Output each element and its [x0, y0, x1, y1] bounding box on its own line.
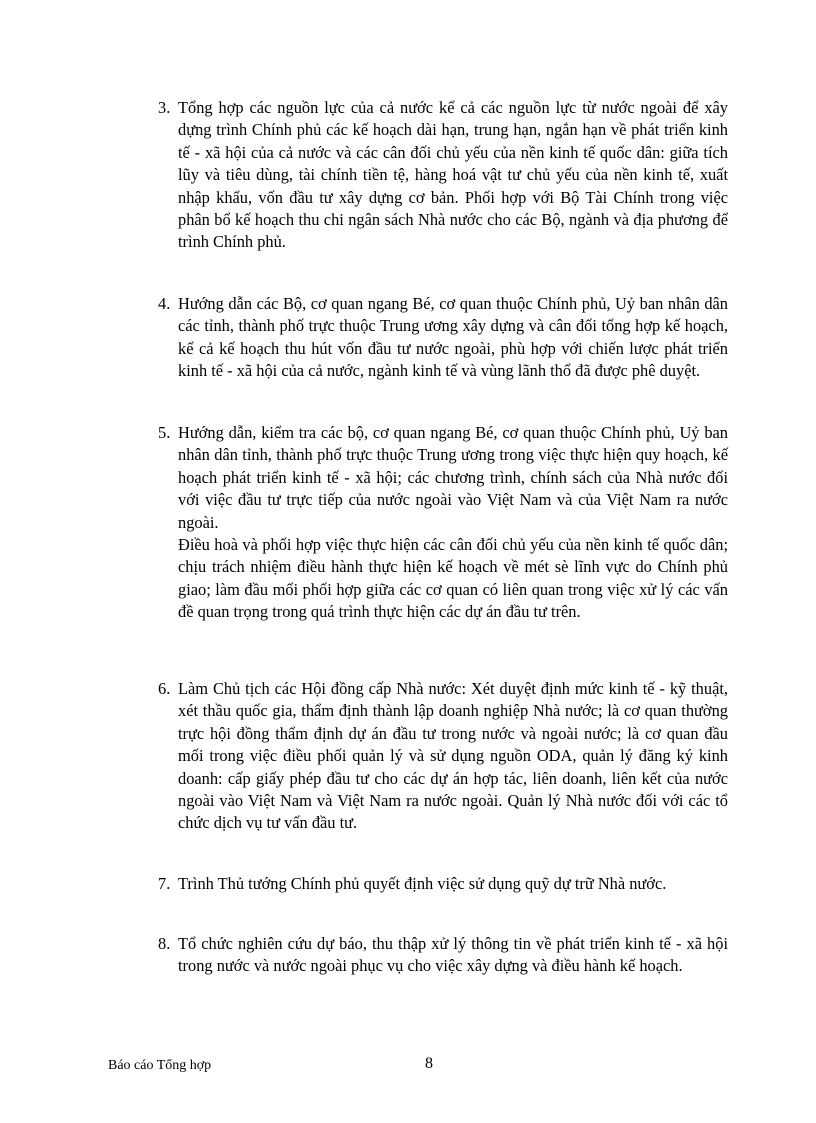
item-6: [158, 678, 728, 835]
footer-label: Báo cáo Tổng hợp: [108, 1058, 212, 1073]
item-paragraph: Tổng hợp các nguồn lực của cả nước kể cả các nguồn lực từ nước ngoài để xây dựng trình Chính phủ các kế hoạch dài hạn, trung hạn, ngắn hạn về phát triển kinh tế - xã hội của cả nước và các cân đối chủ yếu của nền kinh tế quốc dân: giữa tích lũy và tiêu dùng, tài chính tiền tệ, hàng hoá vật tư chủ yếu của nền kinh tế, xuất nhập khẩu, vốn đầu tư xây dựng cơ bản. Phối hợp với Bộ Tài Chính trong việc phân bổ kế hoạch thu chi ngân sách Nhà nước cho các Bộ, ngành và địa phương để trình Chính phủ.: [178, 98, 728, 252]
item-number: 3.: [158, 98, 171, 117]
item-paragraph: Tổ chức nghiên cứu dự báo, thu thập xử lý thông tin về phát triển kinh tế - xã hội trong nước và nước ngoài phục vụ cho việc xây dựng và điều hành kế hoạch.: [178, 934, 728, 976]
item-number: 6.: [158, 679, 171, 698]
item-8: [158, 933, 728, 978]
item-number: 4.: [158, 294, 171, 313]
item-3: [158, 97, 728, 254]
item-number: 8.: [158, 934, 171, 953]
item-number: 5.: [158, 423, 171, 442]
item-paragraph: Điều hoà và phối hợp việc thực hiện các cân đối chủ yếu của nền kinh tế quốc dân; chịu trách nhiệm điều hành thực hiện kế hoạch về mét sè lĩnh vực do Chính phủ giao; làm đầu mối phối hợp giữa các cơ quan có liên quan trong việc xử lý các vấn đề quan trọng trong quá trình thực hiện các dự án đầu tư trên.: [178, 535, 728, 622]
item-paragraph: Trình Thủ tướng Chính phủ quyết định việc sử dụng quỹ dự trữ Nhà nước.: [178, 874, 667, 893]
item-5: [158, 422, 728, 624]
item-7: [158, 873, 728, 895]
item-4: [158, 293, 728, 383]
item-paragraph: Hướng dẫn các Bộ, cơ quan ngang Bé, cơ quan thuộc Chính phủ, Uỷ ban nhân dân các tỉnh, thành phố trực thuộc Trung ương xây dựng và cân đối tổng hợp kế hoạch, kể cả kế hoạch thu hút vốn đầu tư nước ngoài, phù hợp với chiến lược phát triển kinh tế - xã hội của cả nước, ngành kinh tế và vùng lãnh thổ đã được phê duyệt.: [178, 294, 728, 381]
item-paragraph: Hướng dẫn, kiểm tra các bộ, cơ quan ngang Bé, cơ quan thuộc Chính phủ, Uỷ ban nhân dân tỉnh, thành phố trực thuộc Trung ương trong việc thực hiện quy hoạch, kế hoạch phát triển kinh tế - xã hội; các chương trình, chính sách của Nhà nước đối với việc đầu tư trực tiếp của nước ngoài vào Việt Nam và của Việt Nam ra nước ngoài.: [178, 423, 728, 532]
page-number: 8: [425, 1055, 433, 1072]
item-number: 7.: [158, 874, 171, 893]
item-paragraph: Làm Chủ tịch các Hội đồng cấp Nhà nước: Xét duyệt định mức kinh tế - kỹ thuật, xét thầu quốc gia, thẩm định thành lập doanh nghiệp Nhà nước; là cơ quan thường trực hội đồng thẩm định dự án đầu tư trong nước và ngoài nước; là cơ quan đầu mối trong việc điều phối quản lý và sử dụng nguồn ODA, quản lý đăng ký kinh doanh: cấp giấy phép đầu tư cho các dự án hợp tác, liên doanh, liên kết của nước ngoài vào Việt Nam và Việt Nam ra nước ngoài. Quản lý Nhà nước đối với các tổ chức dịch vụ tư vấn đầu tư.: [178, 679, 728, 833]
